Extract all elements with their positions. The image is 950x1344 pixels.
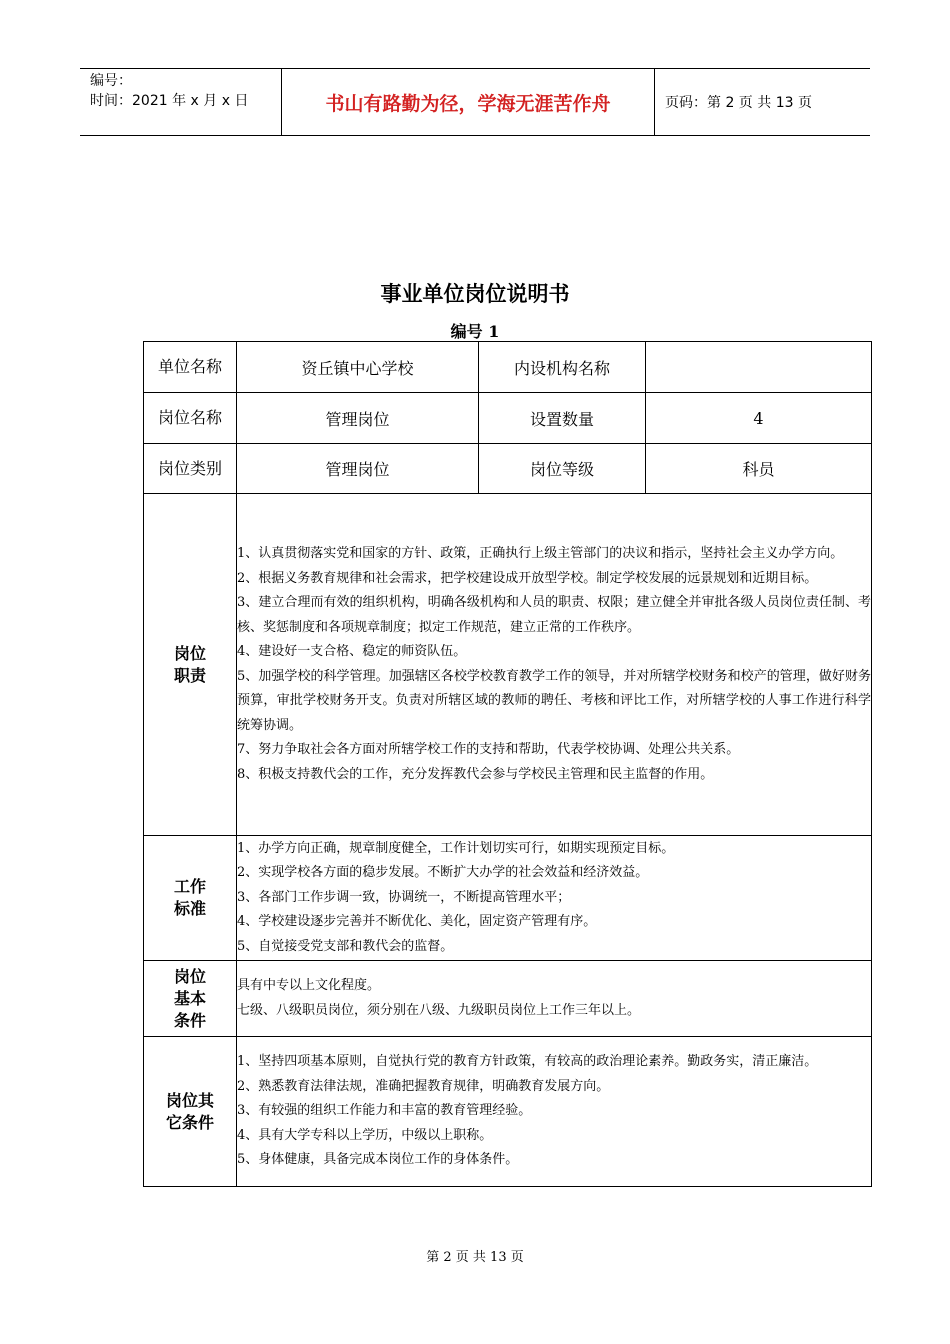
list-item: 5、加强学校的科学管理。加强辖区各校学校教育教学工作的领导，并对所辖学校财务和校产的管理，做好财务预算，审批学校财务开支。负责对所辖区域的教师的聘任、考核和评比工作，对所辖学校的人事工作进行科学统筹协调。 [237,668,871,733]
list-item: 4、具有大学专科以上学历，中级以上职称。 [237,1127,493,1143]
page-header [80,68,870,136]
unit-name-label: 单位名称 [144,342,237,393]
list-item: 3、各部门工作步调一致，协调统一，不断提高管理水平； [237,889,571,905]
table-row [144,444,872,494]
standards-content [237,836,872,961]
other-conditions-content [237,1037,872,1187]
header-time: 时间：2021 年 x 月 x 日 [90,93,249,109]
standards-heading: 工作 标准 [144,836,237,961]
basic-conditions-row [144,961,872,1037]
list-item: 7、努力争取社会各方面对所辖学校工作的支持和帮助，代表学校协调、处理公共关系。 [237,742,740,757]
list-item: 2、熟悉教育法律法规，准确把握教育规律，明确教育发展方向。 [237,1078,610,1094]
list-item: 1、坚持四项基本原则，自觉执行党的教育方针政策，有较高的政治理论素养。勤政务实，清正廉洁。 [237,1054,818,1070]
list-item: 2、根据义务教育规律和社会需求，把学校建设成开放型学校。制定学校发展的远景规划和近期目标。 [237,570,818,586]
list-item: 具有中专以上文化程度。 [237,978,381,993]
post-category-label: 岗位类别 [144,444,237,494]
duties-row [144,494,872,836]
other-conditions-row [144,1037,872,1187]
list-item: 3、建立合理而有效的组织机构，明确各级机构和人员的职责、权限；建立健全并审批各级人员岗位责任制、考核、奖惩制度和各项规章制度；拟定工作规范，建立正常的工作秩序。 [237,595,871,635]
list-item: 5、身体健康，具备完成本岗位工作的身体条件。 [237,1152,519,1168]
duties-content [237,494,872,836]
basic-conditions-content [237,961,872,1037]
post-grade-value: 科员 [646,444,872,494]
header-page: 页码：第 2 页 共 13 页 [665,95,812,111]
header-meta [80,69,282,135]
page-footer: 第 2 页 共 13 页 [426,1250,524,1265]
list-item: 1、认真贯彻落实党和国家的方针、政策，正确执行上级主管部门的决议和指示，坚持社会主义办学方向。 [237,546,844,561]
internal-dept-value [646,342,872,393]
basic-conditions-heading: 岗位 基本 条件 [144,961,237,1037]
other-conditions-heading: 岗位其 它条件 [144,1037,237,1187]
standards-row [144,836,872,961]
table-row [144,393,872,444]
list-item: 4、学校建设逐步完善并不断优化、美化，固定资产管理有序。 [237,914,597,930]
list-item: 七级、八级职员岗位，须分别在八级、九级职员岗位上工作三年以上。 [237,1002,641,1018]
document-number: 编号 1 [450,322,500,341]
list-item: 5、自觉接受党支部和教代会的监督。 [237,938,454,954]
post-category-value: 管理岗位 [237,444,479,494]
document-title: 事业单位岗位说明书 [380,282,570,306]
duties-heading: 岗位 职责 [144,494,237,836]
post-grade-label: 岗位等级 [479,444,646,494]
list-item: 2、实现学校各方面的稳步发展。不断扩大办学的社会效益和经济效益。 [237,865,649,881]
post-name-label: 岗位名称 [144,393,237,444]
list-item: 3、有较强的组织工作能力和丰富的教育管理经验。 [237,1103,532,1119]
post-name-value: 管理岗位 [237,393,479,444]
unit-name-value: 资丘镇中心学校 [237,342,479,393]
quantity-value: 4 [646,393,872,444]
job-description-table [143,341,872,1187]
quantity-label: 设置数量 [479,393,646,444]
list-item: 1、办学方向正确，规章制度健全，工作计划切实可行，如期实现预定目标。 [237,840,675,856]
header-motto: 书山有路勤为径，学海无涯苦作舟 [282,69,655,135]
header-number: 编号： [90,73,132,89]
internal-dept-label: 内设机构名称 [479,342,646,393]
list-item: 8、积极支持教代会的工作，充分发挥教代会参与学校民主管理和民主监督的作用。 [237,766,714,782]
list-item: 4、建设好一支合格、稳定的师资队伍。 [237,644,467,659]
table-row [144,342,872,393]
